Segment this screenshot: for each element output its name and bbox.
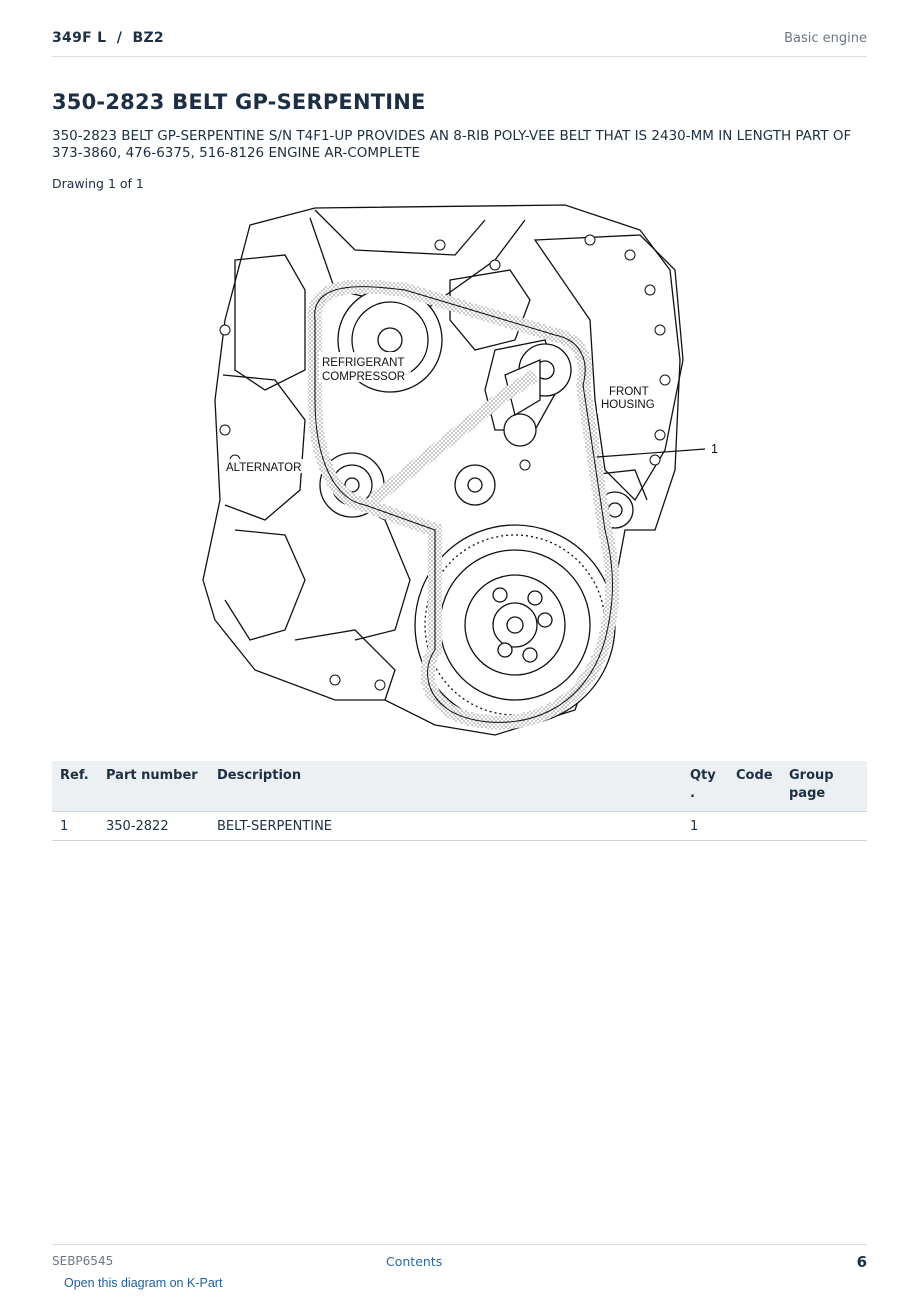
header-code: Code xyxy=(728,761,781,812)
table-row[interactable] xyxy=(52,812,867,841)
header-group-page: Group page xyxy=(781,761,867,812)
row-ref: 1 xyxy=(52,812,98,841)
row-code xyxy=(728,812,781,841)
table-header-row xyxy=(52,761,867,812)
header-qty: Qty . xyxy=(682,761,728,812)
parts-table xyxy=(52,761,867,841)
page-footer xyxy=(52,1244,867,1275)
group-description: 350-2823 BELT GP-SERPENTINE S/N T4F1-UP PROVIDES AN 8-RIB POLY-VEE BELT THAT IS 2430-MM IN LENGTH PART OF 373-3860, 476-6375, 516-8126 ENGINE AR-COMPLETE xyxy=(52,128,852,161)
row-part-number[interactable]: 350-2822 xyxy=(98,812,209,841)
page-title: 350-2823 BELT GP-SERPENTINE xyxy=(52,90,426,114)
crankshaft-damper xyxy=(415,525,615,725)
drawing-label: Drawing 1 of 1 xyxy=(52,176,144,191)
row-description: BELT-SERPENTINE xyxy=(209,812,682,841)
row-qty: 1 xyxy=(682,812,728,841)
page-header xyxy=(52,28,867,57)
refrigerant-label: REFRIGERANT xyxy=(322,357,405,369)
kpart-link[interactable]: Open this diagram on K-Part xyxy=(64,1276,223,1290)
front-label: FRONT xyxy=(609,386,649,398)
contents-link[interactable]: Contents xyxy=(386,1254,443,1269)
header-description: Description xyxy=(209,761,682,812)
header-ref: Ref. xyxy=(52,761,98,812)
section-label: Basic engine xyxy=(784,31,867,46)
callout-leader xyxy=(597,449,705,457)
header-part-number: Part number xyxy=(98,761,209,812)
row-group-page xyxy=(781,812,867,841)
document-id: SEBP6545 xyxy=(52,1254,114,1268)
model-label: 349F L / BZ2 xyxy=(52,30,164,46)
callout-number[interactable]: 1 xyxy=(711,442,718,456)
page-number: 6 xyxy=(856,1253,867,1271)
housing-label: HOUSING xyxy=(601,399,655,411)
compressor-label: COMPRESSOR xyxy=(322,371,406,383)
alternator-label: ALTERNATOR xyxy=(226,462,302,474)
engine-belt-diagram[interactable] xyxy=(195,200,725,745)
